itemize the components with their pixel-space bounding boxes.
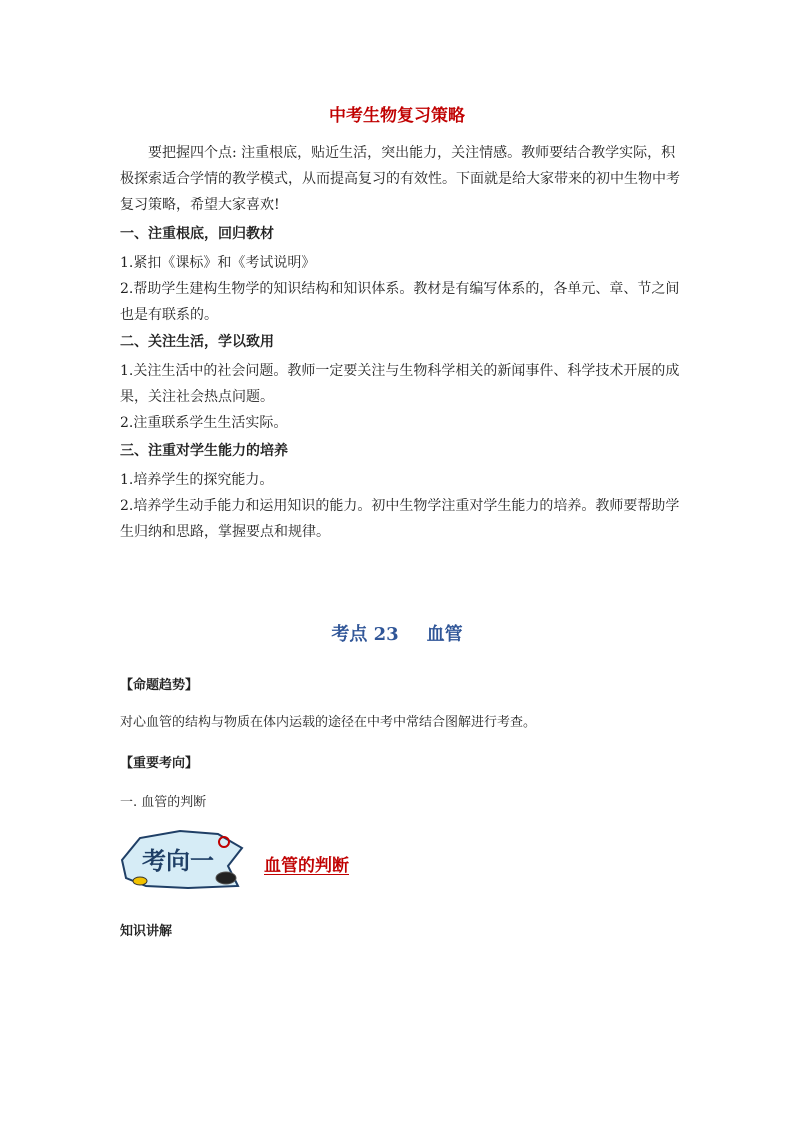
section-1-line-2: 2.帮助学生建构生物学的知识结构和知识体系。教材是有编写体系的，各单元、章、节之间	[120, 281, 680, 297]
trend-text: 对心血管的结构与物质在体内运载的途径在中考中常结合图解进行考查。	[120, 715, 537, 730]
intro-line-2: 极探索适合学情的教学模式，从而提高复习的有效性。下面就是给大家带来的初中生物中考	[120, 171, 680, 187]
intro-line-3: 复习策略，希望大家喜欢!	[120, 197, 280, 213]
section-heading-1: 一、注重根底，回归教材	[120, 226, 274, 242]
badge-decoration-yellow-dot	[133, 877, 147, 885]
knowledge-label: 知识讲解	[120, 924, 173, 939]
section-2-line-2: 果，关注社会热点问题。	[120, 389, 274, 405]
document-title: 中考生物复习策略	[329, 106, 465, 126]
kaoxiang-title: 血管的判断	[264, 856, 349, 876]
section-2-line-1: 1.关注生活中的社会问题。教师一定要关注与生物科学相关的新闻事件、科学技术开展的成	[120, 363, 680, 379]
badge-graphic	[118, 826, 248, 894]
section-3-line-3: 生归纳和思路，掌握要点和规律。	[120, 524, 330, 540]
section-1-line-1: 1.紧扣《课标》和《考试说明》	[120, 255, 316, 271]
badge-text: 考向一	[142, 846, 214, 875]
badge-decoration-dark-blob	[216, 872, 236, 884]
intro-line-1: 要把握四个点: 注重根底，贴近生活，突出能力，关注情感。教师要结合教学实际，积	[148, 145, 676, 161]
section-heading-3: 三、注重对学生能力的培养	[120, 443, 288, 459]
kaodian-title	[0, 620, 794, 646]
focus-item: 一. 血管的判断	[120, 795, 207, 810]
kaoxiang-badge	[118, 826, 248, 894]
kaodian-number: 考点 23	[331, 624, 399, 645]
trend-label: 【命题趋势】	[120, 678, 199, 693]
section-heading-2: 二、关注生活，学以致用	[120, 334, 274, 350]
section-1-line-3: 也是有联系的。	[120, 307, 218, 323]
section-3-line-2: 2.培养学生动手能力和运用知识的能力。初中生物学注重对学生能力的培养。教师要帮助学	[120, 498, 680, 514]
section-3-line-1: 1.培养学生的探究能力。	[120, 472, 274, 488]
focus-label: 【重要考向】	[120, 756, 199, 771]
section-2-line-3: 2.注重联系学生生活实际。	[120, 415, 288, 431]
kaodian-topic: 血管	[426, 624, 463, 645]
